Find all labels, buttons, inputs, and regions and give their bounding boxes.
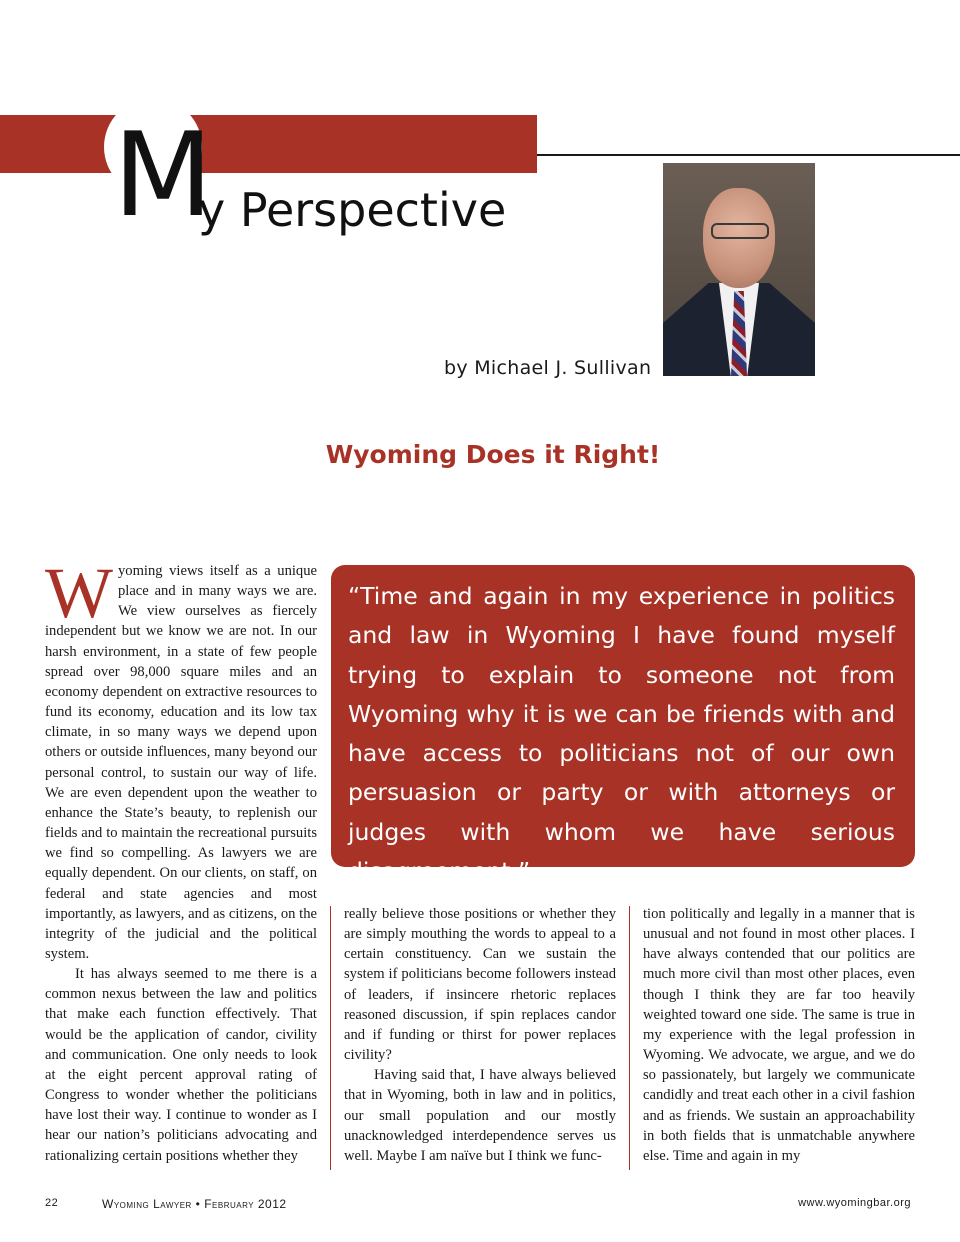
title-drop-letter: M [113, 108, 212, 243]
author-portrait-icon [663, 163, 815, 376]
publication-info: Wyoming Lawyer • February 2012 [102, 1197, 287, 1211]
byline: by Michael J. Sullivan [444, 357, 652, 379]
paragraph: Having said that, I have always believed that in Wyoming, both in law and in politics, our small population and our mostly unacknowledged interdependence serves us well. Maybe I am naïve but I think we func- [344, 1067, 616, 1164]
paragraph-text: yoming views itself as a unique place and in many ways we are. We view ourselves as fiercely independent but we know we are not. In our harsh environment, in a state of few people spread over 98,000 square miles and an economy dependent on extractive resources to fund its economy, education and its low tax climate, in so many ways we depend upon others or outside influences, many beyond our personal control, to sustain our way of life. We are even dependent upon the weather to enhance the State’s beauty, to replenish our fields and to maintain the recreational pursuits we find so compelling. As lawyers we are equally dependent. On our clients, on staff, on federal and state agencies and most importantly, as lawyers, and as citizens, on the integrity of the judicial and the political system. [45, 563, 317, 962]
article-column-3 [643, 904, 915, 1166]
title-rule [537, 154, 960, 156]
paragraph: It has always seemed to me there is a common nexus between the law and politics that make each function effectively. That would be the application of candor, civility and communication. One only needs to look at the eight percent approval rating of Congress to wonder whether the politicians have lost their way. I continue to wonder as I hear our nation’s politicians advocating and rationalizing certain positions whether they [45, 966, 317, 1164]
title-band [0, 115, 537, 173]
pull-quote: “Time and again in my experience in politics and law in Wyoming I have found myself trying to explain to someone not from Wyoming why it is we can be friends with and have access to politicians not of our own persuasion or party or with attorneys or judges with whom we have serious disagreement.” [331, 565, 915, 867]
paragraph: really believe those positions or whether they are simply mouthing the words to appeal to a certain constituency. Can we sustain the system if politicians become followers instead of leaders, if insincere rhetoric replaces reasoned discussion, if spin replaces candor and if funding or thirst for power replaces civility? [344, 906, 616, 1064]
drop-cap: W [45, 553, 113, 633]
page-number: 22 [45, 1197, 59, 1209]
article-column-1 [45, 553, 317, 1166]
website-link[interactable]: www.wyomingbar.org [798, 1197, 911, 1209]
section-title: y Perspective [198, 183, 507, 237]
article-headline: Wyoming Does it Right! [325, 440, 661, 469]
paragraph: tion politically and legally in a manner that is unusual and not found in most other places. I have always contended that our politics are much more civil than most other places, even though I think they are far too heavily weighted toward one side. The same is true in my experience with the legal profession in Wyoming. We advocate, we argue, and we do so passionately, but largely we communicate candidly and treat each other in a civil fashion and as friends. We sustain an approachability in both fields that is unmatchable anywhere else. Time and again in my [643, 906, 915, 1164]
column-divider [629, 906, 630, 1170]
paragraph [45, 553, 317, 964]
article-column-2 [344, 904, 616, 1166]
column-divider [330, 906, 331, 1170]
